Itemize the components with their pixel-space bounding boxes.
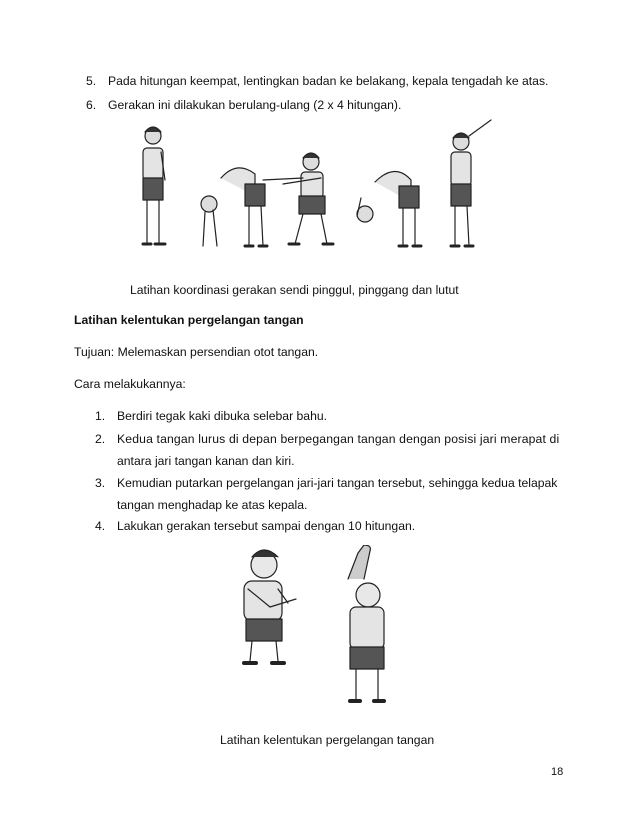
step-text: Kedua tangan lurus di depan berpegangan tangan dengan posisi jari merapat di — [117, 432, 560, 446]
step-number: 3. — [95, 476, 106, 490]
page-number: 18 — [551, 766, 564, 778]
figure-caption: Latihan koordinasi gerakan sendi pinggul, pinggang dan lutut — [130, 283, 459, 297]
pose-arms-overhead-figure — [348, 545, 384, 701]
step-text: Kemudian putarkan pergelangan jari-jari tangan tersebut, sehingga kedua telapak — [117, 476, 558, 490]
list-number: 6. — [86, 98, 97, 112]
pose-standing-figure — [143, 127, 165, 244]
figure-caption: Latihan kelentukan pergelangan tangan — [220, 733, 435, 747]
pose-arch-back-figure — [451, 120, 491, 246]
list-item-text: Gerakan ini dilakukan berulang-ulang (2 x 4 hitungan). — [108, 98, 402, 112]
list-number: 5. — [86, 74, 97, 88]
pose-bend-forward-figure — [201, 168, 267, 246]
pose-squat-figure — [263, 153, 333, 244]
goal-text: Tujuan: Melemaskan persendian otot tangan. — [74, 345, 319, 359]
section-heading: Latihan kelentukan pergelangan tangan — [74, 313, 304, 327]
wrist-flexibility-illustration — [228, 545, 398, 720]
coordination-exercise-illustration — [125, 118, 505, 258]
step-text-continued: tangan menghadap ke atas kepala. — [117, 498, 308, 512]
pose-half-bend-figure — [357, 171, 421, 246]
step-number: 4. — [95, 519, 106, 533]
step-text-continued: antara jari tangan kanan dan kiri. — [117, 454, 295, 468]
pose-hands-forward-figure — [244, 550, 296, 663]
step-text: Berdiri tegak kaki dibuka selebar bahu. — [117, 409, 328, 423]
step-text: Lakukan gerakan tersebut sampai dengan 10 hitungan. — [117, 519, 416, 533]
step-number: 2. — [95, 432, 106, 446]
step-number: 1. — [95, 409, 106, 423]
list-item-text: Pada hitungan keempat, lentingkan badan ke belakang, kepala tengadah ke atas. — [108, 74, 549, 88]
method-label: Cara melakukannya: — [74, 377, 186, 391]
